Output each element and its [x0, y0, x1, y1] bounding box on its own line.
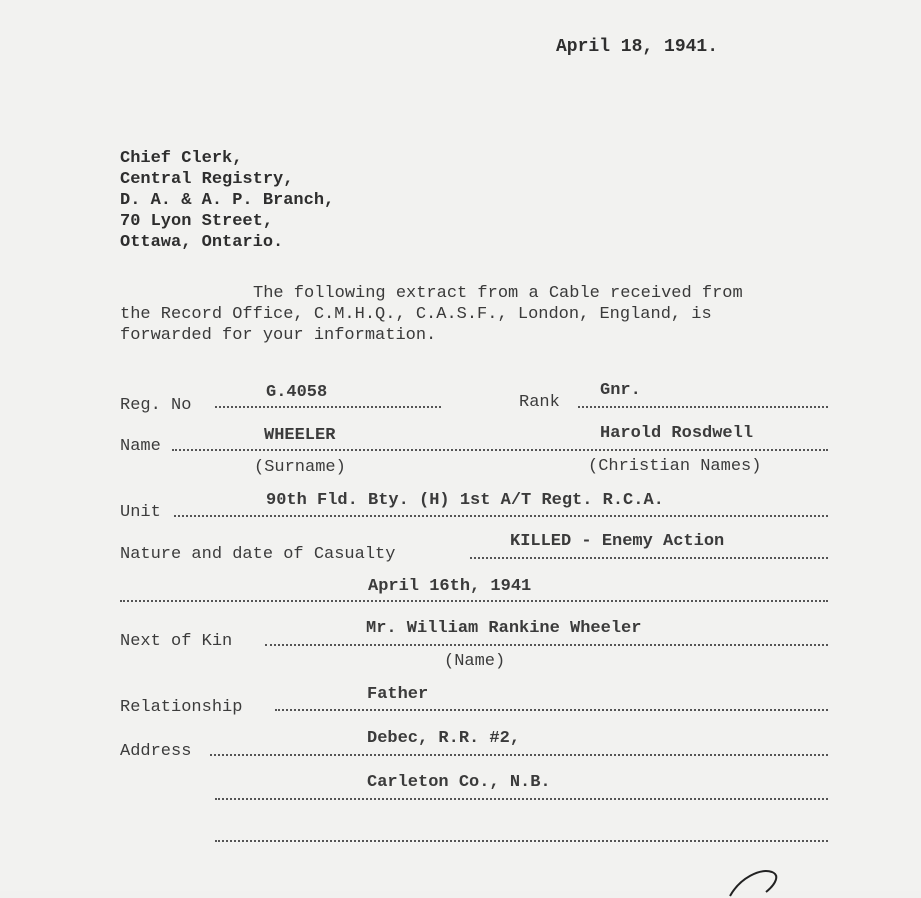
address-label: Address: [120, 742, 192, 761]
christian-names-value: Harold Rosdwell: [600, 424, 754, 443]
rank-value: Gnr.: [600, 381, 641, 400]
address-line1-value: Debec, R.R. #2,: [367, 729, 521, 748]
unit-value: 90th Fld. Bty. (H) 1st A/T Regt. R.C.A.: [266, 491, 664, 510]
rank-label: Rank: [519, 393, 560, 412]
relationship-dotted-line: [275, 709, 828, 711]
casualty-value: KILLED - Enemy Action: [510, 532, 725, 551]
next-of-kin-value: Mr. William Rankine Wheeler: [366, 619, 642, 638]
casualty-label: Nature and date of Casualty: [120, 545, 396, 564]
addressee-line: Chief Clerk,: [120, 149, 243, 168]
address-line3-dotted-line: [215, 840, 828, 842]
address-line2-dotted-line: [215, 798, 828, 800]
surname-caption: (Surname): [254, 458, 346, 477]
letter-date: April 18, 1941.: [556, 37, 719, 57]
casualty-dotted-line: [470, 557, 828, 559]
rank-dotted-line: [578, 406, 828, 408]
addressee-line: D. A. & A. P. Branch,: [120, 191, 335, 210]
next-of-kin-dotted-line: [265, 644, 828, 646]
intro-line: the Record Office, C.M.H.Q., C.A.S.F., London, England, is: [120, 305, 712, 324]
name-label: Name: [120, 437, 161, 456]
relationship-label: Relationship: [120, 698, 243, 717]
addressee-line: Central Registry,: [120, 170, 294, 189]
name-dotted-line: [172, 449, 828, 451]
unit-label: Unit: [120, 503, 161, 522]
surname-value: WHEELER: [264, 426, 336, 445]
signature-stroke-icon: [700, 858, 820, 898]
reg-no-label: Reg. No: [120, 396, 192, 415]
unit-dotted-line: [174, 515, 828, 517]
reg-no-value: G.4058: [266, 383, 328, 402]
intro-line: The following extract from a Cable received from: [253, 284, 743, 303]
next-of-kin-label: Next of Kin: [120, 632, 233, 651]
address-dotted-line: [210, 754, 828, 756]
addressee-line: 70 Lyon Street,: [120, 212, 274, 231]
addressee-line: Ottawa, Ontario.: [120, 233, 284, 252]
casualty-date-value: April 16th, 1941: [368, 577, 532, 596]
relationship-value: Father: [367, 685, 429, 704]
casualty-date-dotted-line: [120, 600, 828, 602]
intro-line: forwarded for your information.: [120, 326, 437, 345]
christian-names-caption: (Christian Names): [588, 457, 762, 476]
address-line2-value: Carleton Co., N.B.: [367, 773, 551, 792]
next-of-kin-caption: (Name): [444, 652, 506, 671]
reg-no-dotted-line: [215, 406, 441, 408]
